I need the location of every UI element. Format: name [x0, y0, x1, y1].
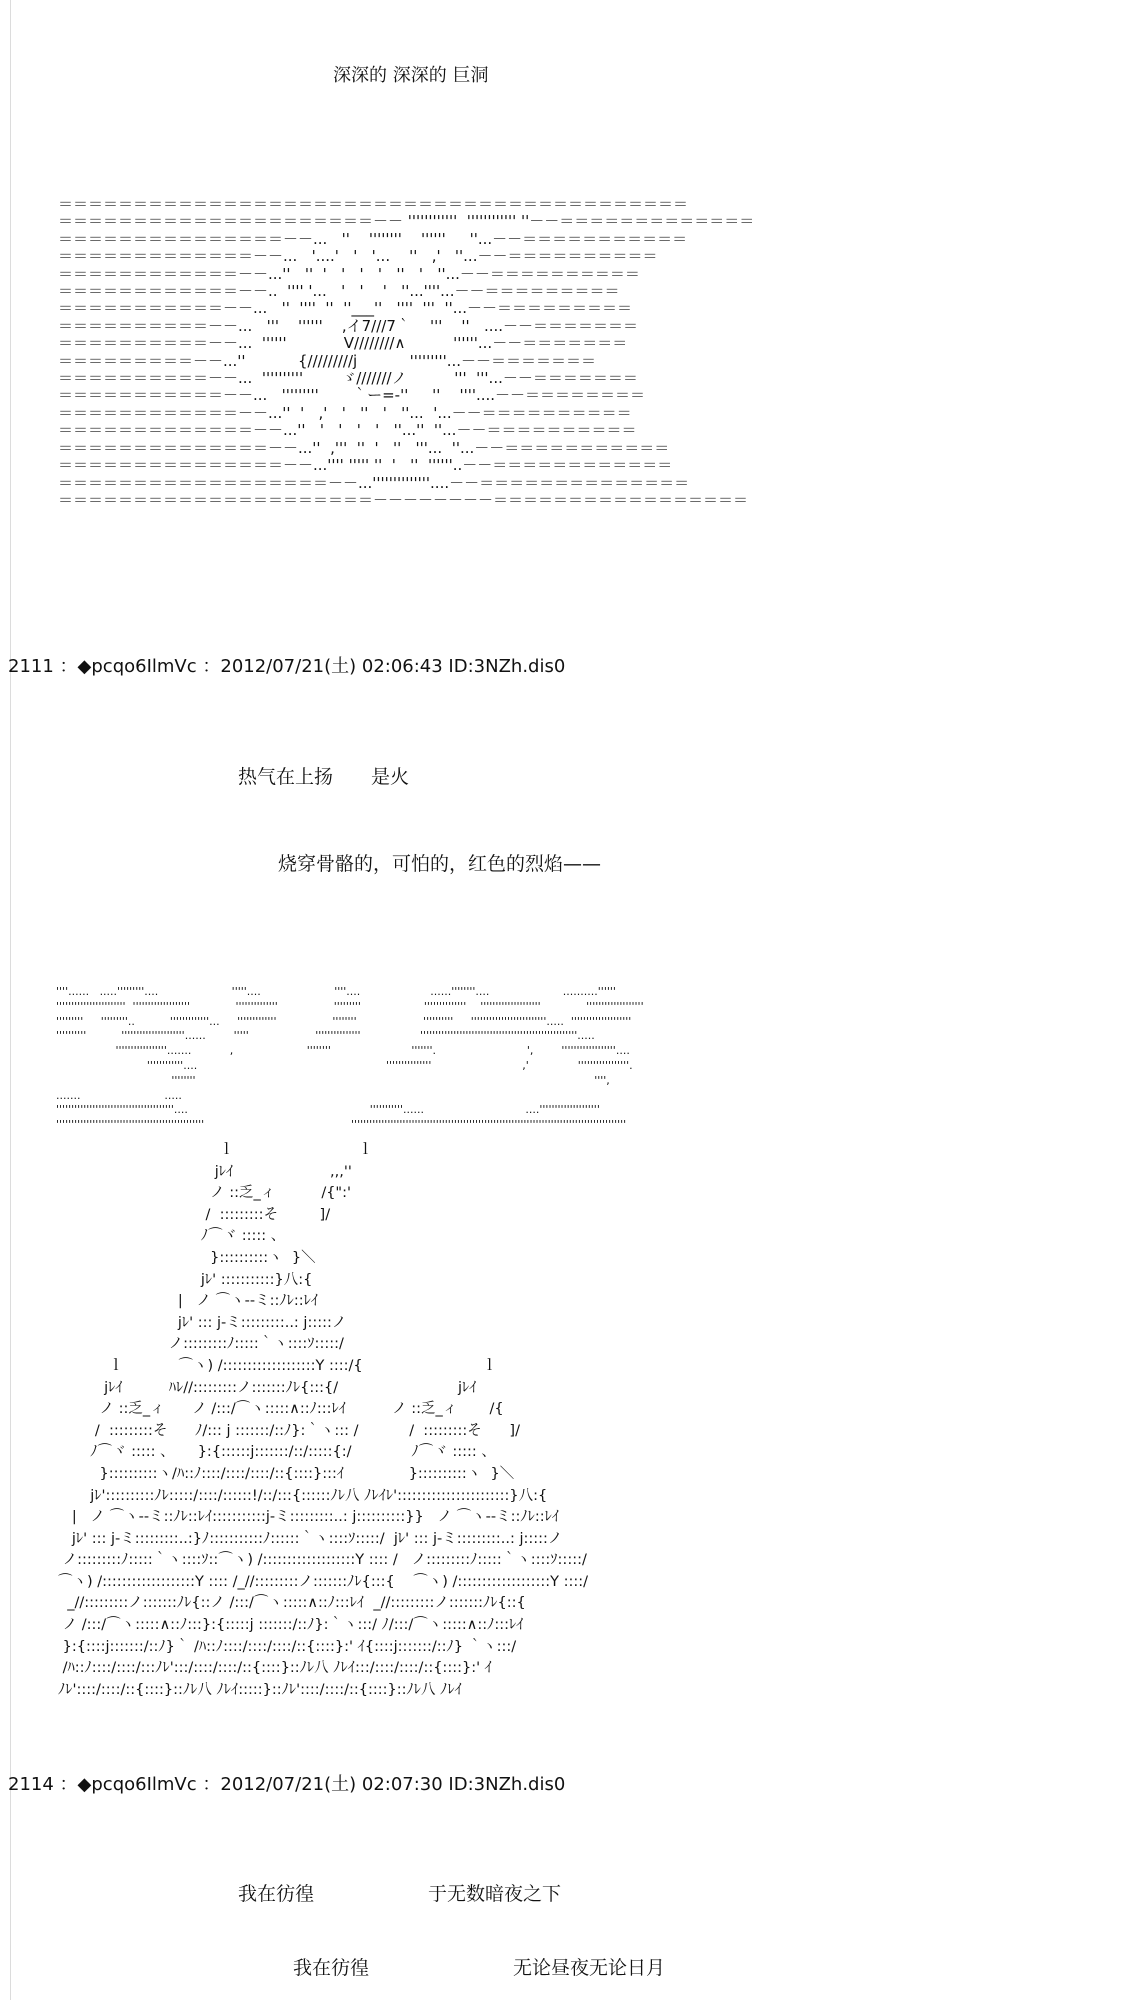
post-header-2114: 2114 ：◆pcqo6IlmVc ：2012/07/21(土) 02:07:30 ID:3NZh.dis0: [8, 1774, 566, 1795]
post-header-2111: 2111 ：◆pcqo6IlmVc ：2012/07/21(土) 02:06:43 ID:3NZh.dis0: [8, 656, 566, 677]
ascii-art-figures: ｌ ｌ jﾚｲ ,,,'' ノ ::乏_ィ /{":' / :::::::::そ ]/ ﾉ⌒ヾ ::::: 、 }::::::::::ヽ }＼ jﾚ' :::::::::::}八:{ | ノ ⌒ヽ--ミ::ﾉﾚ::ﾚｲ jﾚ' ::: j-ミ:::::::::..: j:::::ノ ノ:::::::::ﾉ:::::｀ヽ::::ｿ:::::/ ｌ ⌒ヽ) /:::::::::::::::::::Y ::::/{ ｌ jﾚｲ ﾊﾚ//:::::::::ノ:::::::ﾉﾚ{:::{/ jﾚｲ ノ ::乏_ィ ノ /:::/⌒ヽ:::::∧::ﾉ:::ﾚｲ ノ ::乏_ィ /{ / :::::::::そ ﾉ/::: j :::::::/::ﾉ}:｀ヽ::: / / :::::::::そ ]/ ﾉ⌒ヾ ::::: 、 }:{::::::j:::::::/::/:::::{:/ ﾉ⌒ヾ ::::: 、 }::::::::::ヽ/ﾊ::ﾉ::::/::::/::::/::{::::}:::ｲ }::::::::::ヽ }＼ jﾚ'::::::::::ﾉﾚ:::::/::::/::::::!/::/:::{::::::ﾉﾚ八 ﾉﾚｲﾚ':::::::::::::::::::::::}八:{ | ノ ⌒ヽ--ミ::ﾉﾚ::ﾚｲ:::::::::::j-ミ:::::::::..: j::::::::::}} ノ ⌒ヽ--ミ::ﾉﾚ::ﾚｲ jﾚ' ::: j-ミ:::::::::..:}ﾉ:::::::::::ﾉ::::::｀ヽ::::ｿ:::::/ jﾚ' ::: j-ミ:::::::::..: j:::::ノ ノ:::::::::ﾉ:::::｀ヽ::::ｿ::⌒ヽ) /:::::::::::::::::::Y :::: / ノ:::::::::ﾉ:::::｀ヽ::::ｿ:::::/ ⌒ヽ) /:::::::::::::::::::Y :::: /_//:::::::::ノ:::::::ﾉﾚ{:::{ ⌒ヽ) /:::::::::::::::::::Y ::::/ _//:::::::::ノ:::::::ﾉﾚ{::ノ /:::/⌒ヽ:::::∧::ﾉ:::ﾚｲ _//:::::::::ノ:::::::ﾉﾚ{::{ ノ /:::/⌒ヽ:::::∧::ﾉ:::}:{:::::j :::::::/::ﾉ}:｀ヽ:::/ ﾉ/:::/⌒ヽ:::::∧::ﾉ:::ﾚｲ }:{::::j:::::::/::ﾉ}｀ /ﾊ::ﾉ::::/::::/::::/::{::::}:' ｲ{::::j:::::::/::ﾉ} ｀ヽ:::/ /ﾊ::ﾉ::::/::::/:::ﾉﾚ':::/::::/::::/::{::::}::ﾉﾚ八 ﾉﾚｲ:::/::::/::::/::{::::}:' ｲ ﾉﾚ'::::/::::/::{::::}::ﾉﾚ八 ﾉﾚｲ:::::}::ﾉﾚ'::::/::::/::{::::}::ﾉﾚ八 ﾉﾚｲ: [58, 1142, 589, 1698]
post-text-line-3b: 于无数暗夜之下: [428, 1883, 562, 1905]
ascii-art-cave: ＝＝＝＝＝＝＝＝＝＝＝＝＝＝＝＝＝＝＝＝＝＝＝＝＝＝＝＝＝＝＝＝＝＝＝＝＝＝＝＝＝＝ ＝＝＝＝＝＝＝＝＝＝＝＝＝＝＝＝＝＝＝＝＝－－ '''''''''''' '''''''''''' ''－－＝＝＝＝＝＝＝＝＝＝＝＝＝ ＝＝＝＝＝＝＝＝＝＝＝＝＝＝＝－－... '' '''''''' '''''' ''...－－＝＝＝＝＝＝＝＝＝＝＝ ＝＝＝＝＝＝＝＝＝＝＝＝＝－－... '....' ' '... '' ,' ''...－－＝＝＝＝＝＝＝＝＝＝ ＝＝＝＝＝＝＝＝＝＝＝＝－－...'' '' ' ' ' ' '' ' ''...－－＝＝＝＝＝＝＝＝＝＝ ＝＝＝＝＝＝＝＝＝＝＝＝－－.. '''' '... ' ' ' ''...''''...－－＝＝＝＝＝＝＝＝＝ ＝＝＝＝＝＝＝＝＝＝＝－－... '' '''' '' ''___'' '''' ''' ''...－－＝＝＝＝＝＝＝＝＝ ＝＝＝＝＝＝＝＝＝＝－－... ''' '''''' ,イ7///7｀ ''' '' ....－－＝＝＝＝＝＝＝ ＝＝＝＝＝＝＝＝＝＝－－... '''''' V////////∧ ''''''...－－＝＝＝＝＝＝＝ ＝＝＝＝＝＝＝＝＝－－...'' {/////////j '''''''''...－－＝＝＝＝＝＝＝ ＝＝＝＝＝＝＝＝＝＝－－... '''''''''' ゞ///////ノ ''' '''...－－＝＝＝＝＝＝＝ ＝＝＝＝＝＝＝＝＝＝＝－－... ''''''''' ｀ー=-'' '' ''''....－－＝＝＝＝＝＝＝＝ ＝＝＝＝＝＝＝＝＝＝＝＝－－...'' ' ,' ' '' ' ''... '...－－＝＝＝＝＝＝＝＝＝＝ ＝＝＝＝＝＝＝＝＝＝＝＝＝－－...'' ' ' ' ' ''...'' ''...－－＝＝＝＝＝＝＝＝＝＝ ＝＝＝＝＝＝＝＝＝＝＝＝＝＝－－...'' ,''' '' ' '' '''... ''...－－＝＝＝＝＝＝＝＝＝＝＝ ＝＝＝＝＝＝＝＝＝＝＝＝＝＝＝－－...'''' ''''' '' ' '' ''''''..－－＝＝＝＝＝＝＝＝＝＝＝＝ ＝＝＝＝＝＝＝＝＝＝＝＝＝＝＝＝＝＝－－...''''''''''''''....－－＝＝＝＝＝＝＝＝＝＝＝＝＝＝ ＝＝＝＝＝＝＝＝＝＝＝＝＝＝＝＝＝＝＝＝＝－－－－－－－－＝＝＝＝＝＝＝＝＝＝＝＝＝＝＝＝＝: [58, 196, 755, 509]
post-text-line-3a: 我在彷徨: [238, 1883, 315, 1905]
post-text-line-4b: 无论昼夜无论日月: [513, 1957, 666, 1979]
section-title: 深深的 深深的 巨洞: [333, 65, 489, 86]
post-text-line-1: 热气在上扬 是火: [238, 766, 410, 788]
ascii-art-flames: ''''...... .....'''''''''.... '''''.... ''''.... ......''''''''.... ..........'''''' ''''''''''''''''''''''' ''''''''''''''''''' '''''''''''''' ''''''''' '''''''''''''' '''''''''''''''''''' ''''''''''''''''''' ''''''''' '''''''''.. '''''''''''''... ''''''''''''' '''''''' '''''''''' '''''''''''''''''''''''''..... '''''''''''''''''''' '''''''''' '''''''''''''''''''''...... ''''' ''''''''''''''' ''''''''''''''''''''''''''''''''''''''''''''''''''''..... '''''''''''''''''....... , '''''''' '''''''. ', ''''''''''''''''''.... ''''''''''''.... ''''''''''''''' ,' '''''''''''''''''. '''''''' '''', ....... ..... '''''''''''''''''''''''''''''''''''''''.... '''''''''''...... ....'''''''''''''''''''' ''''''''''''''''''''''''''''''''''''''''''''''''' ''''''''''''''''''''''''''''''''''''''''''''''''''''''''''''''''''''''''''''''''''''''''''': [56, 985, 644, 1132]
post-text-line-4a: 我在彷徨: [293, 1957, 370, 1979]
left-margin-rule: [10, 0, 11, 2000]
post-text-line-2: 烧穿骨骼的，可怕的，红色的烈焰——: [278, 853, 602, 875]
